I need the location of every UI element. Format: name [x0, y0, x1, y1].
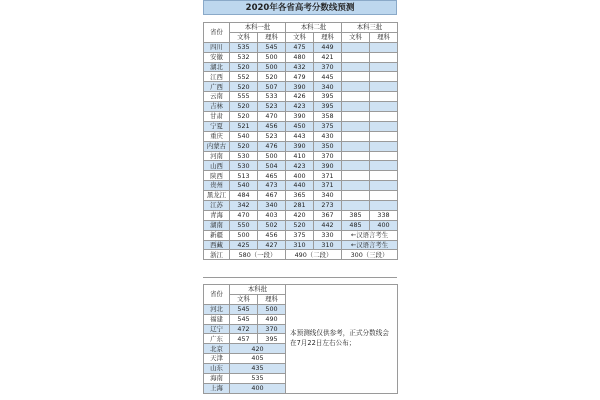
- score-cell: 485: [342, 220, 370, 230]
- score-cell: [342, 191, 370, 201]
- score-cell: 367: [314, 210, 342, 220]
- score-cell: [342, 131, 370, 141]
- score-cell: 520: [230, 102, 258, 112]
- score-cell: 310: [314, 240, 342, 250]
- table-row: [204, 181, 398, 191]
- province-cell: 四川: [204, 42, 230, 52]
- score-cell: 300（三段）: [342, 250, 398, 260]
- score-cell: 484: [230, 191, 258, 201]
- score-cell: 580（一段）: [230, 250, 286, 260]
- score-cell: 456: [258, 121, 286, 131]
- table-row: [204, 230, 398, 240]
- score-cell: [342, 121, 370, 131]
- score-cell: 470: [258, 112, 286, 122]
- score-cell: 520: [230, 112, 258, 122]
- score-cell: 500: [258, 304, 286, 314]
- province-cell: 青海: [204, 210, 230, 220]
- score-cell: 479: [286, 72, 314, 82]
- score-cell: [342, 72, 370, 82]
- score-sheet: [203, 0, 397, 400]
- table-row: [204, 210, 398, 220]
- score-cell: 375: [286, 230, 314, 240]
- province-cell: 湖南: [204, 220, 230, 230]
- score-cell: 520: [286, 220, 314, 230]
- score-cell: 520: [230, 62, 258, 72]
- score-cell: 427: [258, 240, 286, 250]
- score-cell: 530: [230, 151, 258, 161]
- header-batch-1: 本科一批: [230, 23, 286, 33]
- score-cell: [342, 112, 370, 122]
- score-cell: 507: [258, 82, 286, 92]
- score-cell: 358: [314, 112, 342, 122]
- table-row: [204, 102, 398, 112]
- province-cell: 吉林: [204, 102, 230, 112]
- score-cell: 480: [286, 52, 314, 62]
- score-cell: [370, 191, 398, 201]
- score-cell: [370, 161, 398, 171]
- score-cell: [342, 102, 370, 112]
- score-cell: 426: [286, 92, 314, 102]
- score-cell: [342, 92, 370, 102]
- province-cell: 内蒙古: [204, 141, 230, 151]
- score-cell: [370, 42, 398, 52]
- province-cell: 山东: [204, 364, 230, 374]
- table-row: [204, 151, 398, 161]
- score-cell: 371: [314, 181, 342, 191]
- score-cell: 350: [314, 141, 342, 151]
- score-cell: 490: [258, 314, 286, 324]
- header-batch-3: 本科三批: [342, 23, 398, 33]
- score-cell: 370: [258, 324, 286, 334]
- score-cell: 340: [258, 201, 286, 211]
- score-cell: [342, 42, 370, 52]
- province-cell: 贵州: [204, 181, 230, 191]
- score-cell: 390: [314, 161, 342, 171]
- score-cell: 423: [286, 161, 314, 171]
- header-sub: 文科: [230, 294, 258, 304]
- table-row: [204, 82, 398, 92]
- score-table-secondary: [203, 284, 398, 394]
- score-cell: 449: [314, 42, 342, 52]
- score-cell: 550: [230, 220, 258, 230]
- table-row: [204, 220, 398, 230]
- score-cell: 273: [314, 201, 342, 211]
- score-cell: 523: [258, 131, 286, 141]
- score-cell: 467: [258, 191, 286, 201]
- province-cell: 甘肃: [204, 112, 230, 122]
- score-cell: [342, 62, 370, 72]
- province-cell: 山西: [204, 161, 230, 171]
- score-cell: 395: [258, 334, 286, 344]
- score-cell: 400: [370, 220, 398, 230]
- score-cell: 523: [258, 102, 286, 112]
- score-cell: 370: [314, 151, 342, 161]
- score-cell: 502: [258, 220, 286, 230]
- score-cell: 400: [230, 383, 286, 393]
- score-cell: 445: [314, 72, 342, 82]
- score-cell: 410: [286, 151, 314, 161]
- score-cell: 370: [314, 62, 342, 72]
- sheet-title: 2020年各省高考分数线预测: [203, 0, 397, 15]
- header-sub: 文科: [342, 32, 370, 42]
- score-cell: [342, 141, 370, 151]
- score-cell: 545: [230, 304, 258, 314]
- score-cell: 520: [230, 141, 258, 151]
- score-cell: 504: [258, 161, 286, 171]
- score-cell: 330: [314, 230, 342, 240]
- score-cell: [370, 131, 398, 141]
- score-cell: 535: [230, 374, 286, 384]
- score-cell: 472: [230, 324, 258, 334]
- score-cell: 473: [258, 181, 286, 191]
- province-cell: 海南: [204, 374, 230, 384]
- score-cell: 475: [286, 42, 314, 52]
- province-cell: 河南: [204, 151, 230, 161]
- score-cell: 521: [230, 121, 258, 131]
- score-cell: 532: [230, 52, 258, 62]
- score-cell: 552: [230, 72, 258, 82]
- score-cell: 421: [314, 52, 342, 62]
- header-batch: 本科批: [230, 285, 286, 295]
- table-row: [204, 141, 398, 151]
- score-cell: 500: [258, 52, 286, 62]
- score-cell: 423: [286, 102, 314, 112]
- province-cell: 福建: [204, 314, 230, 324]
- province-cell: 黑龙江: [204, 191, 230, 201]
- score-cell: ←汉语言考生: [342, 240, 398, 250]
- score-cell: ←汉语言考生: [342, 230, 398, 240]
- score-cell: [370, 181, 398, 191]
- score-cell: 400: [286, 171, 314, 181]
- score-cell: [370, 121, 398, 131]
- province-cell: 浙江: [204, 250, 230, 260]
- prediction-note: 本预测线仅供参考，正式分数线会在7月22日左右公布；: [286, 285, 398, 394]
- score-cell: 500: [258, 151, 286, 161]
- score-cell: 470: [230, 210, 258, 220]
- score-cell: 533: [258, 92, 286, 102]
- score-cell: 435: [230, 364, 286, 374]
- score-cell: [370, 82, 398, 92]
- table-row: [204, 201, 398, 211]
- score-cell: 338: [370, 210, 398, 220]
- score-cell: [342, 181, 370, 191]
- score-cell: [370, 52, 398, 62]
- score-cell: 476: [258, 141, 286, 151]
- header-sub: 理科: [258, 32, 286, 42]
- score-cell: 540: [230, 131, 258, 141]
- province-cell: 宁夏: [204, 121, 230, 131]
- province-cell: 江苏: [204, 201, 230, 211]
- score-cell: 440: [286, 181, 314, 191]
- score-cell: 420: [286, 210, 314, 220]
- table-row: [204, 121, 398, 131]
- table-row: [204, 191, 398, 201]
- table-row: [204, 171, 398, 181]
- score-cell: 500: [230, 230, 258, 240]
- score-cell: 500: [258, 62, 286, 72]
- header-sub: 理科: [370, 32, 398, 42]
- score-cell: 520: [258, 72, 286, 82]
- score-cell: 420: [230, 344, 286, 354]
- table-row: [204, 72, 398, 82]
- score-cell: 395: [314, 92, 342, 102]
- score-cell: [342, 201, 370, 211]
- score-cell: 390: [286, 82, 314, 92]
- score-cell: 456: [258, 230, 286, 240]
- score-cell: [370, 171, 398, 181]
- table-row: [204, 240, 398, 250]
- score-cell: 310: [286, 240, 314, 250]
- score-cell: [342, 52, 370, 62]
- score-cell: 432: [286, 62, 314, 72]
- province-cell: 新疆: [204, 230, 230, 240]
- score-cell: 530: [230, 161, 258, 171]
- score-cell: 490（二段）: [286, 250, 342, 260]
- province-cell: 安徽: [204, 52, 230, 62]
- province-cell: 西藏: [204, 240, 230, 250]
- province-cell: 广东: [204, 334, 230, 344]
- header-province: 省份: [204, 285, 230, 305]
- score-cell: 535: [230, 42, 258, 52]
- score-cell: 405: [230, 354, 286, 364]
- score-cell: 545: [258, 42, 286, 52]
- score-cell: 540: [230, 181, 258, 191]
- province-cell: 陕西: [204, 171, 230, 181]
- score-cell: 555: [230, 92, 258, 102]
- score-cell: 457: [230, 334, 258, 344]
- header-batch-2: 本科二批: [286, 23, 342, 33]
- province-cell: 辽宁: [204, 324, 230, 334]
- score-cell: 425: [230, 240, 258, 250]
- score-cell: 385: [342, 210, 370, 220]
- score-cell: [342, 82, 370, 92]
- header-sub: 理科: [314, 32, 342, 42]
- province-cell: 上海: [204, 383, 230, 393]
- score-cell: [342, 171, 370, 181]
- header-sub: 文科: [286, 32, 314, 42]
- header-sub: 理科: [258, 294, 286, 304]
- province-cell: 河北: [204, 304, 230, 314]
- score-cell: [370, 62, 398, 72]
- score-cell: 342: [230, 201, 258, 211]
- province-cell: 江西: [204, 72, 230, 82]
- table-row: [204, 92, 398, 102]
- header-sub: 文科: [230, 32, 258, 42]
- score-cell: 390: [286, 141, 314, 151]
- score-cell: 365: [286, 191, 314, 201]
- score-cell: 545: [230, 314, 258, 324]
- table-row: [204, 161, 398, 171]
- score-cell: [370, 102, 398, 112]
- score-cell: 375: [314, 121, 342, 131]
- score-cell: 403: [258, 210, 286, 220]
- score-table-main: [203, 22, 398, 260]
- score-cell: [342, 151, 370, 161]
- province-cell: 广西: [204, 82, 230, 92]
- score-cell: 281: [286, 201, 314, 211]
- table-row: [204, 112, 398, 122]
- score-cell: [370, 201, 398, 211]
- score-cell: [370, 151, 398, 161]
- province-cell: 重庆: [204, 131, 230, 141]
- score-cell: [370, 92, 398, 102]
- score-cell: 390: [286, 112, 314, 122]
- score-cell: 442: [314, 220, 342, 230]
- score-cell: [370, 141, 398, 151]
- province-cell: 云南: [204, 92, 230, 102]
- score-cell: 465: [258, 171, 286, 181]
- province-cell: 湖北: [204, 62, 230, 72]
- table-row: [204, 62, 398, 72]
- province-cell: 北京: [204, 344, 230, 354]
- score-cell: 513: [230, 171, 258, 181]
- table-row: [204, 42, 398, 52]
- table-row: [204, 131, 398, 141]
- score-cell: 430: [314, 131, 342, 141]
- score-cell: 520: [230, 82, 258, 92]
- score-cell: 450: [286, 121, 314, 131]
- score-cell: [370, 72, 398, 82]
- score-cell: 371: [314, 171, 342, 181]
- table-row: [204, 52, 398, 62]
- score-cell: 395: [314, 102, 342, 112]
- score-cell: [342, 161, 370, 171]
- table-row: [204, 250, 398, 260]
- score-cell: 340: [314, 82, 342, 92]
- score-cell: 443: [286, 131, 314, 141]
- score-cell: 340: [314, 191, 342, 201]
- province-cell: 天津: [204, 354, 230, 364]
- header-province: 省份: [204, 23, 230, 43]
- score-cell: [370, 112, 398, 122]
